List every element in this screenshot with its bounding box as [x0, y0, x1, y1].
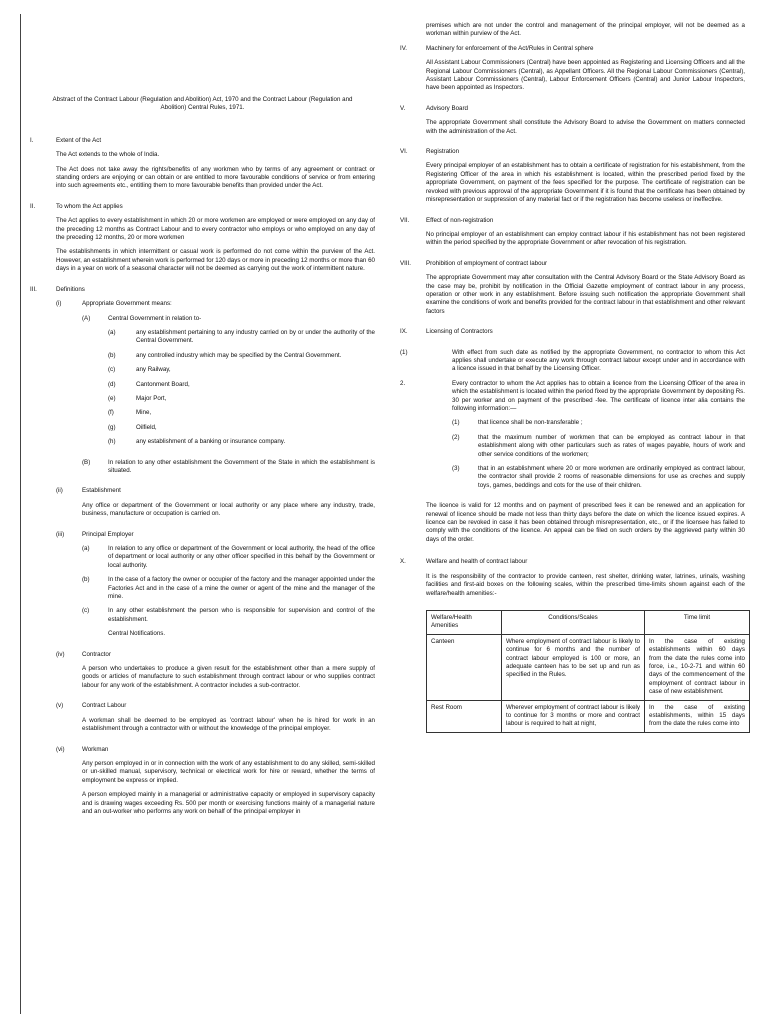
table-row: Rest Room Wherever employment of contract labour is likely to continue for 3 months or more and contract labour is required to halt at night, In the case of existing establishments, within 15 days from the date the rules come into: [427, 700, 750, 732]
list-item: (a) In relation to any office or department of the Government or local authority, the head of the office of department or local authority or any other officer specified in this behalf by the Government or local authority.: [82, 545, 375, 569]
section-prohibition: VIII. Prohibition of employment of contract labour The appropriate Government may after consultation with the Central Advisory Board or the State Advisory Board as the case may be, prohibit by notification in the Official Gazette employment of contract labour in any process, operation or other work in any establishment. Before issuing such notification the appropriate Government shall examine the conditions of work and benefits provided for the contract labour in that establishment and other relevant factors: [400, 259, 745, 315]
table-header: Conditions/Scales: [502, 610, 645, 634]
section-extent: I. Extent of the Act The Act extends to the whole of India. The Act does not take away the rights/benefits of any workmen who by terms of any agreement or contract or standing orders are enjoying or can obtain or are entitled to more favourable conditions of service or from entering into such agreements etc., entitling them to more favourable benefits than provided under the Act.: [30, 136, 375, 190]
section-heading: Definitions: [56, 285, 85, 293]
continued-paragraph: premises which are not under the control and management of the principal employer, will not be deemed as a workman within purview of the Act.: [426, 22, 745, 38]
section-heading: Advisory Board: [426, 104, 468, 112]
page-border-line: [20, 14, 21, 1014]
definition-appropriate-government: (i) Appropriate Government means: (A) Central Government in relation to- (a) any establishment pertaining to any industry carried on by or under the authority of the Central Government. (b) any controlled industry which may be specified by the Central Government. (c) any Railway, (d) Cantonment Board, (e) Major Port, (f) Mine, (g) Oilfield, (h) any establishment of a banking or insurance company. (B) In relation to any other establishment the Government of the State in which the establishment is situated.: [56, 300, 375, 474]
table-header-row: [427, 610, 750, 634]
section-heading: Welfare and health of contract labour: [426, 558, 528, 566]
section-heading: Registration: [426, 148, 460, 156]
section-heading: Machinery for enforcement of the Act/Rules in Central sphere: [426, 44, 594, 52]
section-heading: Effect of non-registration: [426, 216, 494, 224]
definition-principal-employer: (iii) Principal Employer (a) In relation to any office or department of the Government or local authority, the head of the office of department or local authority or any other officer specified in this behalf by the Government or local authority. (b) In the case of a factory the owner or occupier of the factory and the manager appointed under the Factories Act and in the case of a mine the owner or agent of the mine and the manager of the mine. (c) In any other establishment the person who is responsible for supervision and control of the establishment. Central Notifications.: [56, 530, 375, 638]
list-item: (d) Cantonment Board,: [108, 380, 190, 388]
list-item: (1) that licence shall be non-transferable ;: [452, 419, 583, 427]
section-applicability: II. To whom the Act applies The Act applies to every establishment in which 20 or more workmen are employed or were employed on any day of the preceding 12 months as Contract Labour and to every contractor who employs or who employed on any day of the preceding 12 months, 20 or more workmen The establishments in which intermittent or casual work is performed do not come within the purview of the Act. However, an establishment wherein work is performed for 120 days or more in preceding 12 months or more than 60 days in a year on work of a seasonal character will not be deemed as carrying out the work of intermittent nature.: [30, 202, 375, 273]
section-licensing: IX. Licensing of Contractors: [400, 328, 745, 342]
list-item: (e) Major Port,: [108, 394, 167, 402]
list-item: (b) In the case of a factory the owner or occupier of the factory and the manager appointed under the Factories Act and in the case of a mine the owner or agent of the mine and the manager of the mine.: [82, 576, 375, 601]
definition-workman: (vi) Workman Any person employed in or in connection with the work of any establishment to do any skilled, semi-skilled or un-skilled manual, supervisory, technical or electrical work for hire or reward, whether the terms of employment be express or implied. A person employed mainly in a managerial or administrative capacity or employed in supervisory capacity and is drawing wages exceeding Rs. 500 per month or exercising functions mainly of a managerial nature and an out-worker who performs any work on behalf of the principal employer in: [56, 745, 375, 815]
table-header: Time limit: [645, 610, 750, 634]
section-heading: To whom the Act applies: [56, 202, 123, 210]
section-definitions: III. Definitions (i) Appropriate Government means: (A) Central Government in relation to- (a) any establishment pertaining to any industry carried on by or under the authority of the Central Government. (b) any controlled industry which may be specified by the Central Government. (c) any Railway, (d) Cantonment Board, (e) Major Port, (f) Mine, (g) Oilfield, (h) any establishment of a banking or insurance company. (B) In relation to any other establishment the Government of the State in which the establishment is situated. (ii) Establishment Any office or department of the Government or local authority or any place where any industry, trade, business, manufacture or occupation is carried on. (iii) Principal Employer (a) In relation to any office or department of the Government or local authority, the head of the office of department or local authority or any other officer specified in this behalf by the Government or local authority. (b) In the case of a factory the owner or occupier of the factory and the manager appointed under the Factories Act and in the case of a mine the owner or agent of the mine and the manager of the mine. (c) In any other establishment the person who is responsible for supervision and control of the establishment. Central Notifications. (iv) Contractor A person who undertakes to produce a given result for the establishment other than a mere supply of goods or articles of manufacture to such establishment through contract labour or who supplies contract labour for any work of the establishment. A contractor includes a sub-contractor. (v) Contract Labour A workman shall be deemed to be employed as 'contract labour' when he is hired for work in an establishment through a contractor with or without the knowledge of the principal employer. (vi) Workman Any person employed in or in connection with the work of any establishment to do any skilled, semi-skilled or un-skilled manual, supervisory, technical or electrical work for hire or reward, whether the terms of employment be express or implied. A person employed mainly in a managerial or administrative capacity or employed in supervisory capacity and is drawing wages exceeding Rs. 500 per month or exercising functions mainly of a managerial nature and an out-worker who performs any work on behalf of the principal employer in: [30, 286, 375, 829]
table-header: Welfare/Health Amenities: [427, 610, 502, 634]
document-title: Abstract of the Contract Labour (Regulation and Abolition) Act, 1970 and the Contract Labour (Regulation and Abolition) Central Rules, 1971.: [52, 96, 353, 112]
section-heading: Licensing of Contractors: [426, 328, 493, 336]
section-advisory-board: V. Advisory Board The appropriate Government shall constitute the Advisory Board to advise the Government on matters connected with the administration of the Act.: [400, 104, 745, 135]
list-item: (g) Oilfield,: [108, 423, 157, 431]
section-non-registration: VII. Effect of non-registration No principal employer of an establishment can employ contract labour if his establishment has not been registered within the period specified by the appropriate Government or after revocation of his registration.: [400, 216, 745, 247]
section-welfare: X. Welfare and health of contract labour It is the responsibility of the contractor to provide canteen, rest shelter, drinking water, latrines, urinals, washing facilities and first-aid boxes on the following scales, within the prescribed time-limits shown against each of the welfare/health amenities:-: [400, 558, 745, 597]
list-item: (c) any Railway,: [108, 366, 171, 374]
definition-contract-labour: (v) Contract Labour A workman shall be deemed to be employed as 'contract labour' when he is hired for work in an establishment through a contractor with or without the knowledge of the principal employer.: [56, 702, 375, 733]
list-item: (a) any establishment pertaining to any industry carried on by or under the authority of the Central Government.: [108, 328, 375, 345]
definition-establishment: (ii) Establishment Any office or department of the Government or local authority or any place where any industry, trade, business, manufacture or occupation is carried on.: [56, 487, 375, 518]
list-item: (2) that the maximum number of workmen that can be employed as contract labour in that establishment along with other particulars such as rates of wages payable, hours of work and other service conditions of the workmen;: [452, 433, 745, 458]
right-column: [400, 22, 745, 733]
welfare-table: [426, 610, 750, 733]
table-row: Canteen Where employment of contract labour is likely to continue for 6 months and the number of contract labour employed is 100 or more, an adequate canteen has to be set up and run as specified in the Rules. In the case of existing establishments within 60 days from the date the rules come into force, i.e., 10-2-71 and within 60 days of the commencement of the employment of contract labour in case of new establishment.: [427, 634, 750, 700]
list-item: (h) any establishment of a banking or insurance company.: [108, 438, 286, 446]
list-item: (f) Mine,: [108, 409, 152, 417]
section-heading: Extent of the Act: [56, 136, 102, 144]
licence-validity-paragraph: The licence is valid for 12 months and on payment of prescribed fees it can be renewed and an application for renewal of licence should be made not less than thirty days before the date on which the licence issued expires. A licence can be revoked in case it has been obtained through misrepresentation, etc., or if the licensee has failed to comply with the conditions of the licence. An appeal can be filed on such orders by the aggrieved party within 30 days of the order.: [426, 502, 745, 543]
list-item: (b) any controlled industry which may be specified by the Central Government.: [108, 351, 342, 359]
section-heading: Prohibition of employment of contract labour: [426, 259, 548, 267]
list-item: (c) In any other establishment the person who is responsible for supervision and control of the establishment.: [82, 607, 375, 623]
section-registration: VI. Registration Every principal employer of an establishment has to obtain a certificate of registration for his establishment, from the Registering Officer of the area in which his establishment is located, within the prescribed period fixed by the appropriate Government, on payment of the fees specified for the purpose. The certificate of registration can be revoked with previous approval of the appropriate Government if it is found that the certificate has been obtained by misrepresentation or suppression of any material fact or if the registration has become useless or ineffective.: [400, 148, 745, 204]
list-item: (3) that in an establishment where 20 or more workmen are ordinarily employed as contract labour, the contractor shall provide 2 rooms of reasonable dimensions for use as creches and supply toys, games, beddings and cots for the use of their children.: [452, 465, 745, 489]
section-machinery: IV. Machinery for enforcement of the Act/Rules in Central sphere All Assistant Labour Commissioners (Central) have been appointed as Registering and Licensing Officers and all the Regional Labour Commissioners (Central), as Appellant Officers. All the Regional Labour Commissioners (Central), Assistant Labour Commissioners (Central), Labour Enforcement Officers (Central) and Junior Labour Inspectors, have been appointed as Inspectors.: [400, 44, 745, 92]
licensing-clause-1: (1) With effect from such date as notified by the appropriate Government, no contractor to whom this Act applies shall undertake or execute any work through contract labour except under and in accordance with a licence issued in that behalf by the Licensing Officer.: [400, 348, 745, 373]
left-column: [30, 0, 375, 834]
definition-contractor: (iv) Contractor A person who undertakes to produce a given result for the establishment other than a mere supply of goods or articles of manufacture to such establishment through contract labour or who supplies contract labour for any work of the establishment. A contractor includes a sub-contractor.: [56, 650, 375, 689]
licensing-clause-2: 2. Every contractor to whom the Act applies has to obtain a licence from the Licensing Officer of the area in which the establishment is located within the period fixed by the appropriate Government by depositing Rs. 30 per worker and on payment of the prescribed -fee. The certificate of licence inter alia contains the following information:— (1) that licence shall be non-transferable ; (2) that the maximum number of workmen that can be employed as contract labour in that establishment along with other particulars such as rates of wages payable, hours of work and other service conditions of the workmen; (3) that in an establishment where 20 or more workmen are ordinarily employed as contract labour, the contractor shall provide 2 rooms of reasonable dimensions for use as creches and supply toys, games, beddings and cots for the use of their children.: [400, 379, 745, 489]
